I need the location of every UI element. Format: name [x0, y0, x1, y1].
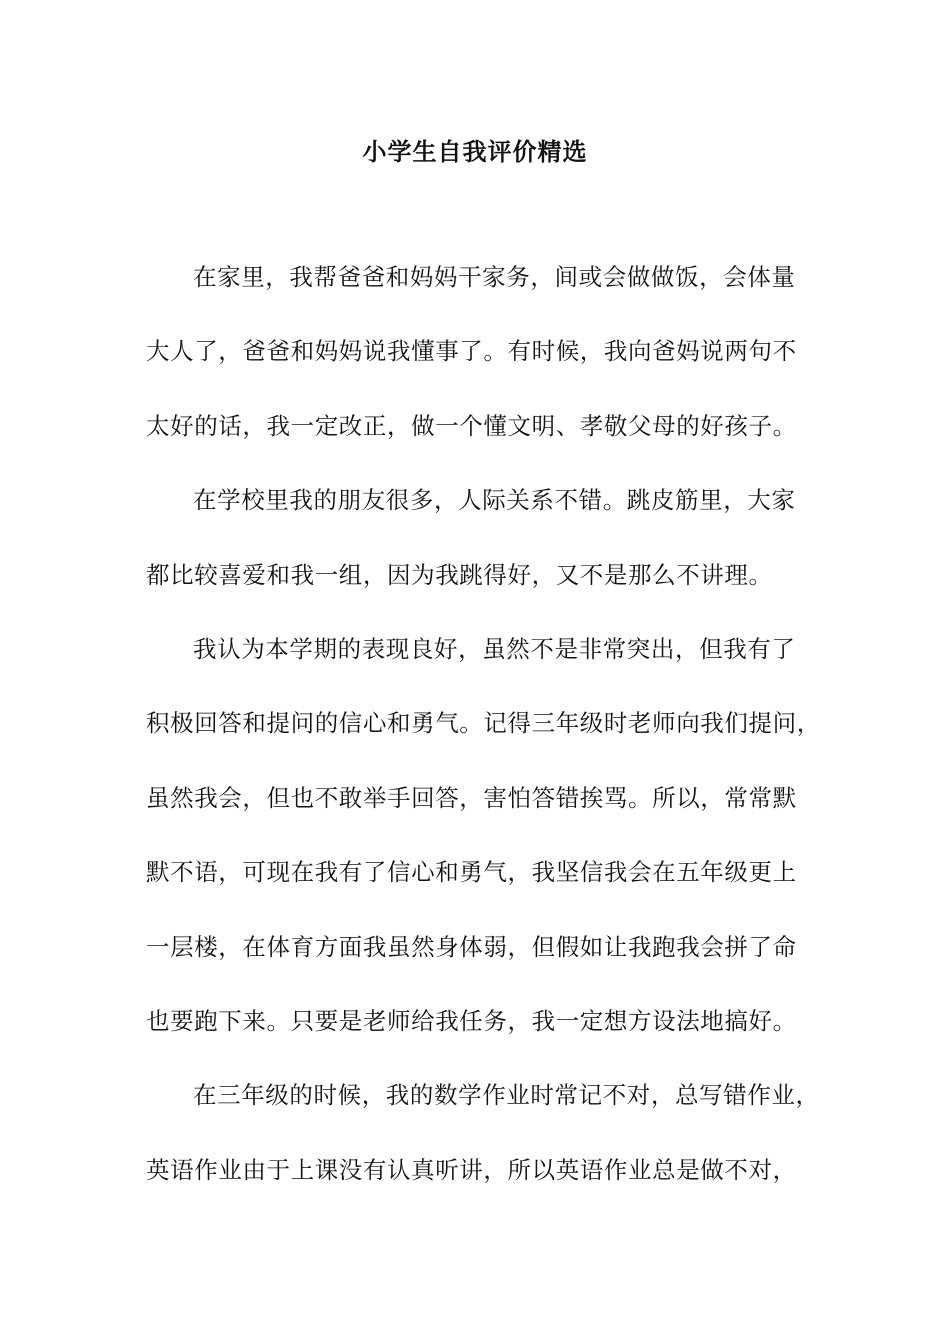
paragraph-3-line-2: 积极回答和提问的信心和勇气。记得三年级时老师向我们提问， — [146, 709, 821, 738]
paragraph-1-line-1: 在家里，我帮爸爸和妈妈干家务，间或会做做饭，会体量 — [193, 263, 796, 291]
paragraph-3-line-5: 一层楼，在体育方面我虽然身体弱，但假如让我跑我会拼了命 — [146, 932, 797, 961]
paragraph-1-line-2: 大人了，爸爸和妈妈说我懂事了。有时候，我向爸妈说两句不 — [146, 337, 797, 366]
document-body — [146, 255, 826, 1222]
paragraph-4-line-2: 英语作业由于上课没有认真听讲，所以英语作业总是做不对， — [146, 1155, 797, 1184]
paragraph-3-line-6: 也要跑下来。只要是老师给我任务，我一定想方设法地搞好。 — [146, 1006, 797, 1035]
paragraph-1-line-3: 太好的话，我一定改正，做一个懂文明、孝敬父母的好孩子。 — [146, 411, 797, 440]
paragraph-3-line-3: 虽然我会，但也不敢举手回答，害怕答错挨骂。所以，常常默 — [146, 783, 797, 812]
paragraph-2-line-2: 都比较喜爱和我一组，因为我跳得好，又不是那么不讲理。 — [146, 560, 773, 589]
paragraph-3-line-4: 默不语，可现在我有了信心和勇气，我坚信我会在五年级更上 — [146, 858, 797, 887]
document-title: 小学生自我评价精选 — [362, 137, 588, 166]
paragraph-2-line-1: 在学校里我的朋友很多，人际关系不错。跳皮筋里，大家 — [193, 486, 796, 515]
paragraph-4-line-1: 在三年级的时候，我的数学作业时常记不对，总写错作业， — [193, 1081, 820, 1110]
paragraph-3-line-1: 我认为本学期的表现良好，虽然不是非常突出，但我有了 — [193, 634, 796, 663]
